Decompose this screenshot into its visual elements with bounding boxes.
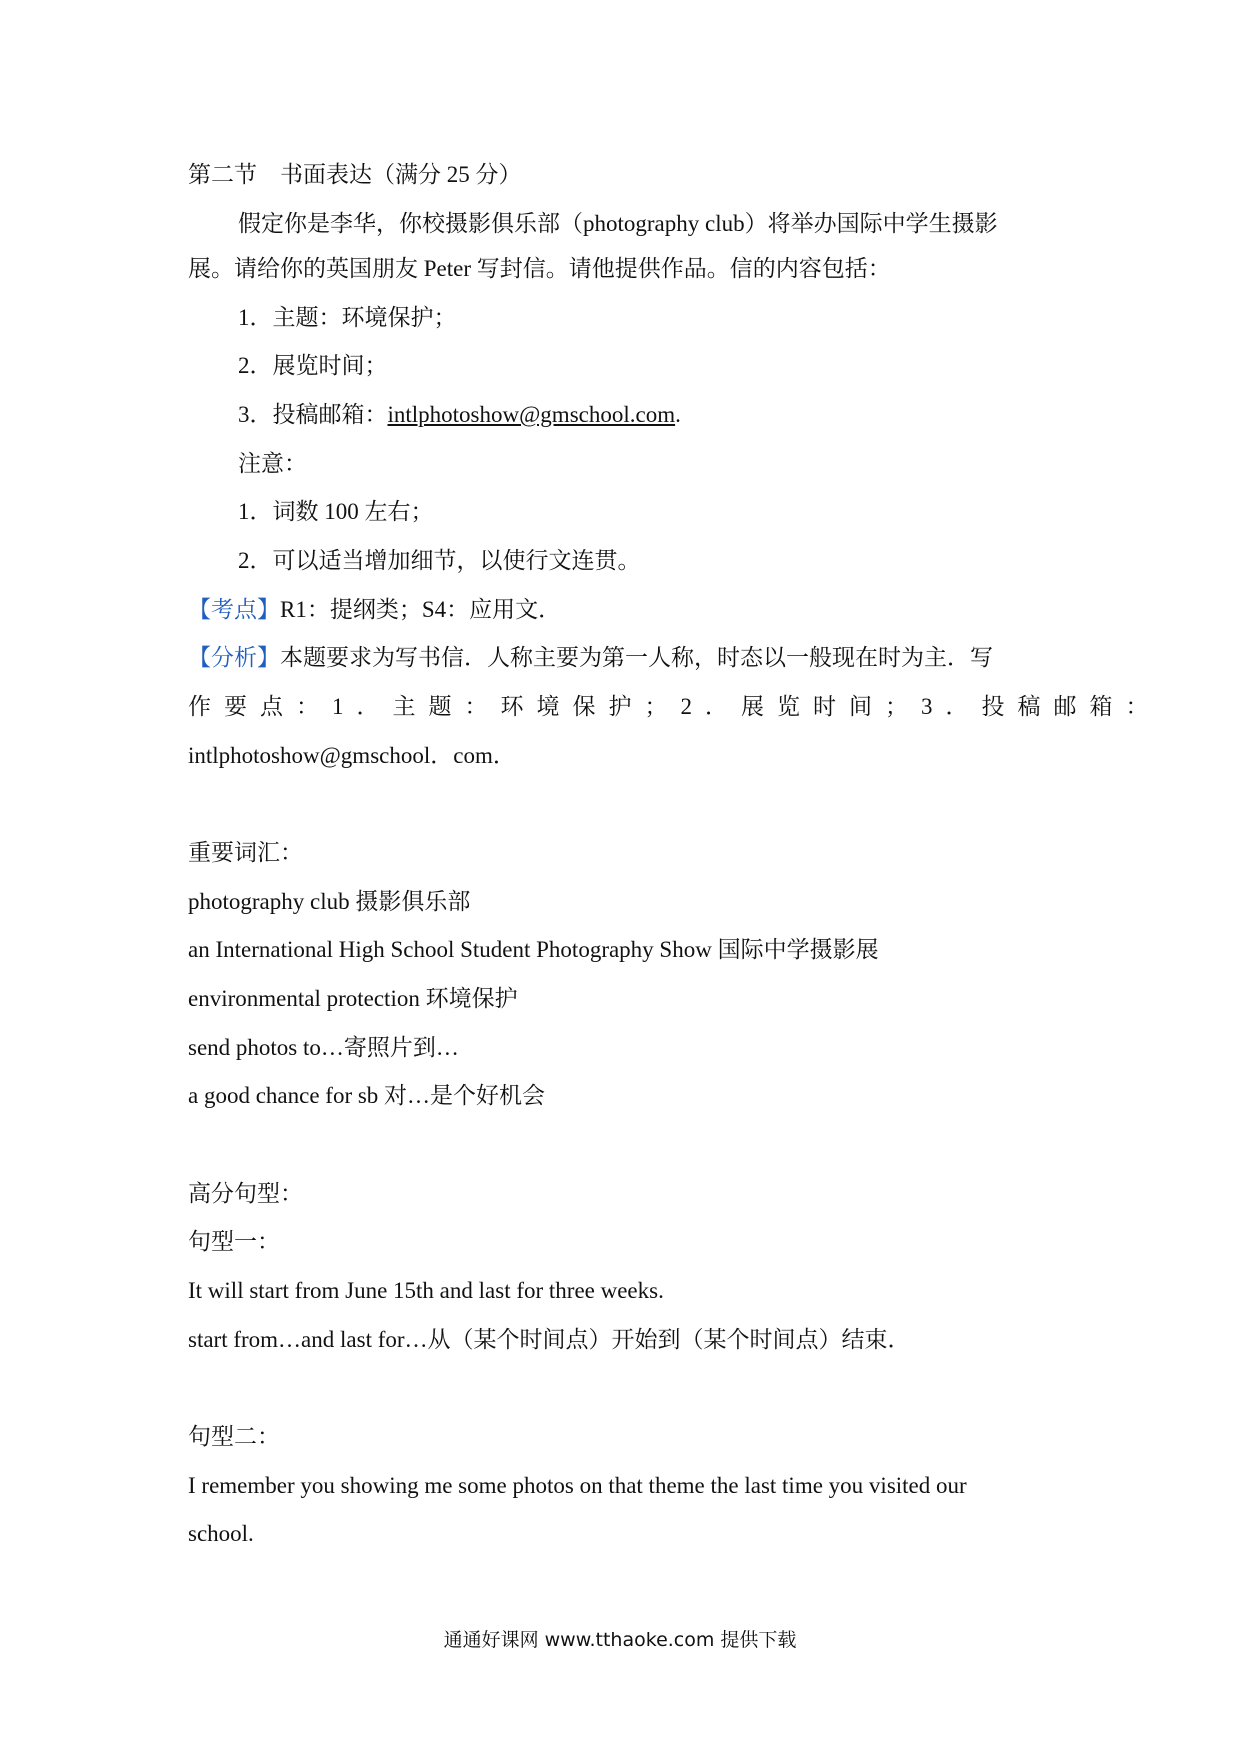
note-item-2: 2．可以适当增加细节，以使行文连贯。 [238,548,641,573]
fenxi-text-1: 本题要求为写书信．人称主要为第一人称，时态以一般现在时为主．写 [280,645,993,670]
prompt-line-1: 假定你是李华，你校摄影俱乐部（photography club）将举办国际中学生摄影 [238,211,998,236]
fenxi-line-2: 作要点：1．主题：环境保护；2．展览时间；3．投稿邮箱： [188,694,1162,719]
prompt-line-2: 展。请给你的英国朋友 Peter 写封信。请他提供作品。信的内容包括： [188,256,891,281]
kaodian-tag: 【考点】 [188,597,280,622]
sentence-1-pattern: start from…and last for…从（某个时间点）开始到（某个时间点）结束． [188,1327,911,1352]
sentence-1-label: 句型一： [188,1229,280,1254]
page-footer: 通通好课网 www.tthaoke.com 提供下载 [443,1629,797,1651]
vocab-item: environmental protection 环境保护 [188,986,518,1011]
vocab-item: send photos to…寄照片到… [188,1035,459,1060]
sentence-2-example-line-1: I remember you showing me some photos on that theme the last time you visited our [188,1473,967,1498]
note-item-1: 1．词数 100 左右； [238,499,434,524]
sentences-heading: 高分句型： [188,1181,303,1206]
fenxi-line-3: intlphotoshow@gmschool．com． [188,743,516,768]
content-item-1: 1．主题：环境保护； [238,305,457,330]
note-label: 注意： [238,451,307,476]
fenxi-tag: 【分析】 [188,645,280,670]
content-item-2: 2．展览时间； [238,353,388,378]
sentence-2-label: 句型二： [188,1424,280,1449]
vocab-heading: 重要词汇： [188,840,303,865]
kaodian-text: R1：提纲类；S4：应用文． [280,597,562,622]
content-item-3-suffix: . [675,402,681,427]
content-item-3 [238,400,681,430]
vocab-item: a good chance for sb 对…是个好机会 [188,1083,546,1108]
content-item-3-prefix: 3．投稿邮箱： [238,402,388,427]
submission-email-link[interactable]: intlphotoshow@gmschool.com [387,402,676,427]
section-heading: 第二节 书面表达（满分 25 分） [188,162,522,187]
vocab-item: photography club 摄影俱乐部 [188,889,471,914]
sentence-2-example-line-2: school. [188,1521,254,1546]
vocab-item: an International High School Student Photography Show 国际中学摄影展 [188,937,879,962]
sentence-1-example: It will start from June 15th and last for three weeks. [188,1278,664,1303]
fenxi-line-1 [188,643,993,673]
kaodian-line [188,595,561,625]
